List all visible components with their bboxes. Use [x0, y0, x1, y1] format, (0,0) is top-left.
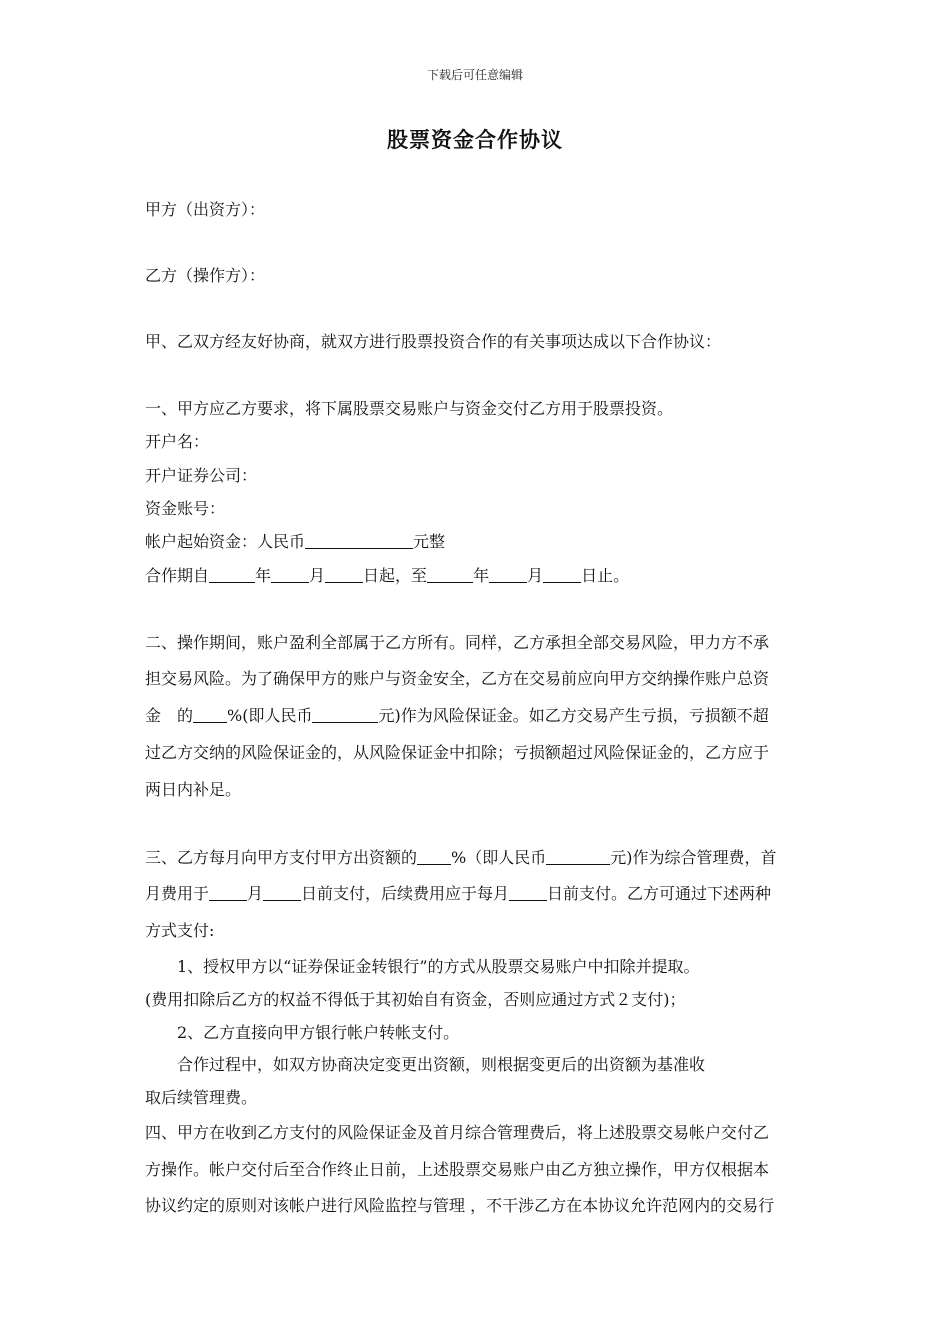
section3-line1-c: 元)作为综合管理费，首 — [610, 848, 777, 867]
payment-option-2: 2、乙方直接向甲方银行帐户转帐支付。 — [177, 1023, 460, 1042]
monthly-day-blank[interactable] — [509, 884, 547, 901]
first-day-blank[interactable] — [263, 884, 301, 901]
change-clause-line1: 合作过程中，如双方协商决定变更出资额，则根据变更后的出资额为基准收 — [177, 1055, 706, 1074]
section1-intro: 一、甲方应乙方要求，将下属股票交易账户与资金交付乙方用于股票投资。 — [145, 399, 674, 418]
section3-line2-b: 月 — [247, 884, 264, 903]
section3-line1 — [145, 848, 776, 868]
section3-line2 — [145, 884, 771, 904]
party-a-line: 甲方（出资方）： — [145, 200, 266, 219]
section2-line3-b: %(即人民币 — [227, 706, 313, 725]
section4-line3: 协议约定的原则对该帐户进行风险监控与管理 ，不干涉乙方在本协议允许范网内的交易行 — [145, 1196, 775, 1215]
initial-fund-prefix: 帐户起始资金：人民币 — [145, 532, 306, 551]
margin-percent-blank[interactable] — [193, 706, 227, 723]
fee-percent-blank[interactable] — [417, 848, 451, 865]
section3-line2-c: 日前支付，后续费用应于每月 — [301, 884, 510, 903]
start-year-blank[interactable] — [209, 566, 255, 583]
section4-line1: 四、甲方在收到乙方支付的风险保证金及首月综合管理费后，将上述股票交易帐户交付乙 — [145, 1123, 770, 1142]
section2-line2: 担交易风险。为了确保甲方的账户与资金安全，乙方在交易前应向甲方交纳操作账户总资 — [145, 669, 770, 688]
end-month-label: 月 — [527, 566, 544, 585]
section2-line1: 二、操作期间，账户盈利全部属于乙方所有。同样，乙方承担全部交易风险，甲力方不承 — [145, 633, 770, 652]
change-clause-line2: 取后续管理费。 — [145, 1088, 258, 1107]
section2-line3 — [145, 706, 769, 726]
end-day-label: 日止。 — [581, 566, 630, 585]
start-day-label: 日起，至 — [363, 566, 428, 585]
account-name-line: 开户名： — [145, 432, 210, 451]
section2-line4: 过乙方交纳的风险保证金的，从风险保证金中扣除；亏损额超过风险保证金的，乙方应于 — [145, 743, 770, 762]
payment-option-1-note: (费用扣除后乙方的权益不得低于其初始自有资金，否则应通过方式２支付)； — [145, 990, 686, 1009]
party-b-line: 乙方（操作方）： — [145, 266, 266, 285]
section2-line5: 两日内补足。 — [145, 780, 242, 799]
initial-fund-blank[interactable] — [305, 532, 413, 549]
start-month-label: 月 — [309, 566, 326, 585]
end-day-blank[interactable] — [543, 566, 581, 583]
start-month-blank[interactable] — [271, 566, 309, 583]
payment-option-1: 1、授权甲方以“证券保证金转银行”的方式从股票交易账户中扣除并提取。 — [177, 957, 700, 976]
fund-account-line: 资金账号： — [145, 499, 226, 518]
header-note: 下载后可任意编辑 — [426, 68, 523, 82]
section4-line2: 方操作。帐户交付后至合作终止日前，上述股票交易账户由乙方独立操作，甲方仅根据本 — [145, 1160, 770, 1179]
initial-fund-line — [145, 532, 445, 552]
broker-line: 开户证券公司： — [145, 466, 258, 485]
end-year-label: 年 — [473, 566, 490, 585]
end-year-blank[interactable] — [427, 566, 473, 583]
section3-line2-a: 月费用于 — [145, 884, 210, 903]
section2-line3-c: 元)作为风险保证金。如乙方交易产生亏损，亏损额不超 — [378, 706, 769, 725]
period-line — [145, 566, 629, 586]
start-year-label: 年 — [255, 566, 272, 585]
initial-fund-suffix: 元整 — [413, 532, 446, 551]
margin-amount-blank[interactable] — [312, 706, 378, 723]
section3-line2-d: 日前支付。乙方可通过下述两种 — [547, 884, 772, 903]
preamble: 甲、乙双方经友好协商，就双方进行股票投资合作的有关事项达成以下合作协议： — [145, 332, 722, 351]
period-start-label: 合作期自 — [145, 566, 210, 585]
first-month-blank[interactable] — [209, 884, 247, 901]
document-title: 股票资金合作协议 — [387, 128, 563, 152]
start-day-blank[interactable] — [325, 566, 363, 583]
fee-amount-blank[interactable] — [546, 848, 610, 865]
section3-line3: 方式支付: — [145, 921, 215, 940]
section3-line1-b: %（即人民币 — [451, 848, 547, 867]
section3-line1-a: 三、乙方每月向甲方支付甲方出资额的 — [145, 848, 418, 867]
end-month-blank[interactable] — [489, 566, 527, 583]
section2-line3-a: 金 的 — [145, 706, 194, 725]
